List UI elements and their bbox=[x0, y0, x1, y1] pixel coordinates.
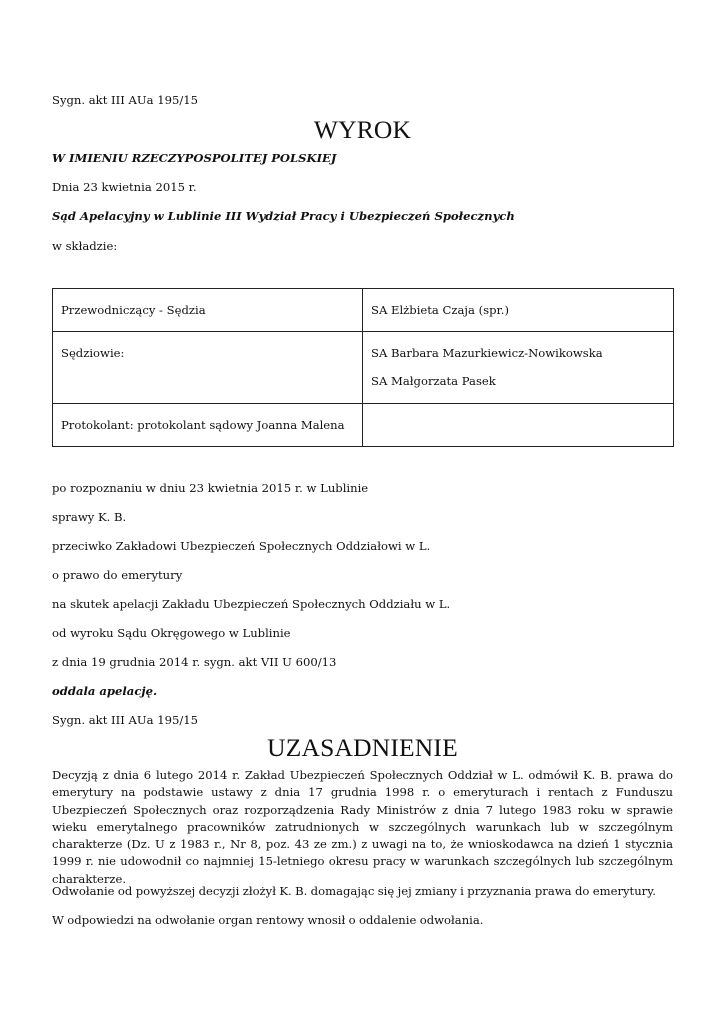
ruling-text: oddala apelację. bbox=[52, 684, 157, 698]
panel-row-presiding bbox=[53, 289, 674, 332]
proceedings-line-7: z dnia 19 grudnia 2014 r. sygn. akt VII U 600/13 bbox=[52, 655, 337, 669]
panel-row-judges bbox=[53, 332, 674, 404]
judge-name-2: SA Małgorzata Pasek bbox=[371, 374, 496, 388]
judges-role: Sędziowie: bbox=[61, 346, 125, 360]
invocation-line: W IMIENIU RZECZYPOSPOLITEJ POLSKIEJ bbox=[52, 151, 337, 165]
justification-title: UZASADNIENIE bbox=[267, 733, 458, 762]
presiding-judge-role: Przewodniczący - Sędzia bbox=[61, 303, 206, 317]
proceedings-line-6: od wyroku Sądu Okręgowego w Lublinie bbox=[52, 626, 291, 640]
proceedings-line-5: na skutek apelacji Zakładu Ubezpieczeń Społecznych Oddziału w L. bbox=[52, 597, 451, 611]
case-reference: Sygn. akt III AUa 195/15 bbox=[52, 93, 198, 107]
court-name: Sąd Apelacyjny w Lublinie III Wydział Pracy i Ubezpieczeń Społecznych bbox=[52, 209, 515, 223]
proceedings-line-4: o prawo do emerytury bbox=[52, 568, 183, 582]
panel-role-cell bbox=[53, 404, 363, 447]
panel-row-clerk bbox=[53, 404, 674, 447]
panel-table bbox=[52, 288, 674, 447]
judgment-date: Dnia 23 kwietnia 2015 r. bbox=[52, 180, 197, 194]
composition-intro: w składzie: bbox=[52, 239, 118, 253]
panel-names-cell bbox=[363, 289, 674, 332]
justification-case-reference: Sygn. akt III AUa 195/15 bbox=[52, 713, 198, 727]
panel-names-cell bbox=[363, 332, 674, 404]
presiding-judge-name: SA Elżbieta Czaja (spr.) bbox=[371, 303, 509, 317]
justification-paragraph-1: Decyzją z dnia 6 lutego 2014 r. Zakład Ubezpieczeń Społecznych Oddział w L. odmówił K. B. prawa do emerytury na podstawie ustawy z dnia 17 grudnia 1998 r. o emeryturach i rentach z Funduszu Ubezpieczeń Społecznych oraz rozporządzenia Rady Ministrów z dnia 7 lutego 1983 roku w sprawie wieku emerytalnego pracowników zatrudnionych w szczególnych warunkach lub w szczególnym charakterze (Dz. U z 1983 r., Nr 8, poz. 43 ze zm.) z uwagi na to, że wnioskodawca na dzień 1 stycznia 1999 r. nie udowodnił co najmniej 15-letniego okresu pracy w warunkach szczególnych lub szczególnym charakterze. bbox=[52, 768, 673, 886]
panel-empty-cell bbox=[363, 404, 674, 447]
proceedings-line-2: sprawy K. B. bbox=[52, 510, 127, 524]
proceedings-line-3: przeciwko Zakładowi Ubezpieczeń Społecznych Oddziałowi w L. bbox=[52, 539, 431, 553]
justification-paragraph-3: W odpowiedzi na odwołanie organ rentowy wnosił o oddalenie odwołania. bbox=[52, 913, 484, 927]
court-clerk: Protokolant: protokolant sądowy Joanna Malena bbox=[61, 418, 345, 432]
judge-name-1: SA Barbara Mazurkiewicz-Nowikowska bbox=[371, 346, 603, 360]
panel-role-cell bbox=[53, 289, 363, 332]
proceedings-line-1: po rozpoznaniu w dniu 23 kwietnia 2015 r. w Lublinie bbox=[52, 481, 369, 495]
justification-paragraph-2: Odwołanie od powyższej decyzji złożył K. B. domagając się jej zmiany i przyznania prawa do emerytury. bbox=[52, 884, 656, 898]
judgment-title: WYROK bbox=[313, 115, 412, 144]
panel-role-cell bbox=[53, 332, 363, 404]
